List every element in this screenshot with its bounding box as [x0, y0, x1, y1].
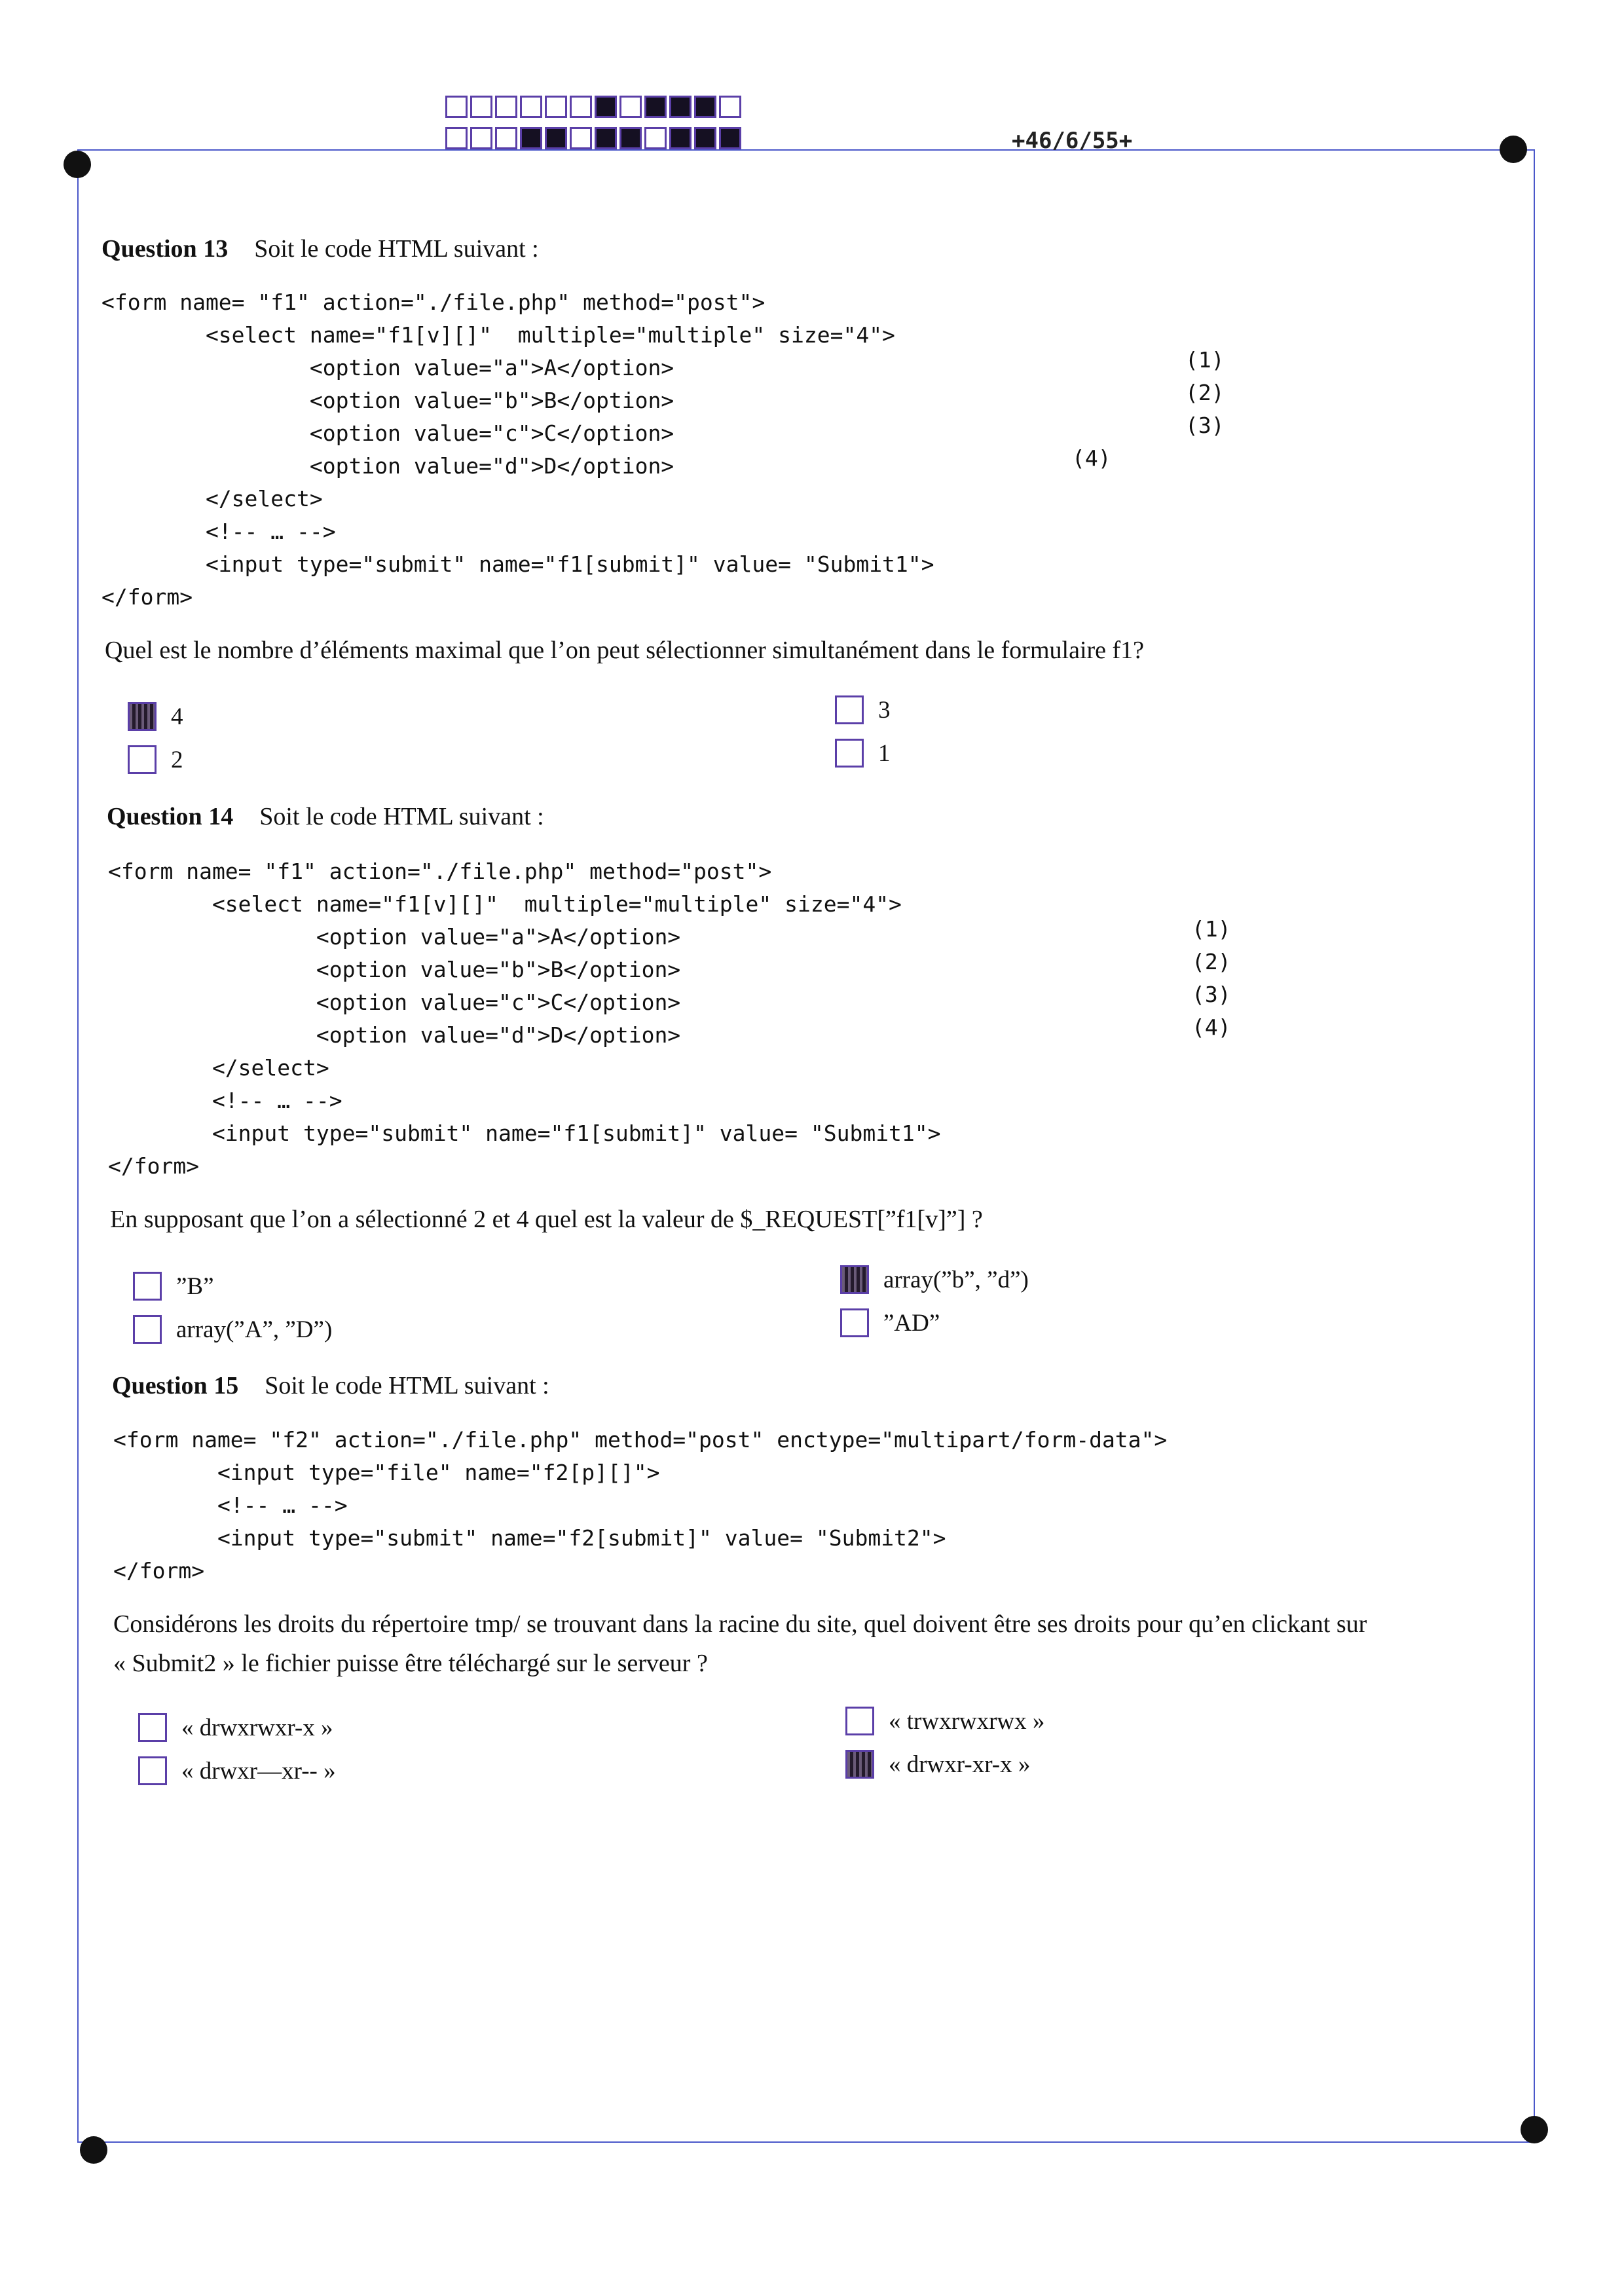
barcode-cell — [694, 127, 716, 149]
choice-label: 1 — [878, 739, 891, 767]
barcode-cell — [445, 96, 468, 118]
barcode-cell — [445, 127, 468, 149]
checkbox[interactable] — [845, 1707, 874, 1735]
checkbox[interactable] — [845, 1750, 874, 1779]
q13-heading — [101, 234, 539, 263]
q14-mark-3: (3) — [1192, 982, 1231, 1007]
registration-dot-top-right — [1500, 136, 1527, 163]
q15-choice-3[interactable] — [138, 1756, 336, 1785]
checkbox[interactable] — [840, 1265, 869, 1294]
q14-intro: Soit le code HTML suivant : — [259, 803, 544, 830]
checkbox[interactable] — [138, 1756, 167, 1785]
barcode-cell — [719, 96, 741, 118]
barcode-cell — [545, 127, 567, 149]
q15-prompt-line-2: « Submit2 » le fichier puisse être téléchargé sur le serveur ? — [113, 1650, 708, 1677]
barcode-cell — [570, 96, 592, 118]
q13-mark-3: (3) — [1185, 413, 1225, 438]
q15-choice-1[interactable] — [138, 1713, 333, 1742]
choice-label: 2 — [171, 746, 183, 773]
registration-dot-bottom-left — [80, 2136, 107, 2164]
barcode-cell — [520, 127, 542, 149]
checkbox[interactable] — [128, 745, 157, 774]
q14-mark-2: (2) — [1192, 949, 1231, 974]
choice-label: « drwxrwxr-x » — [181, 1714, 333, 1741]
q15-choice-2[interactable] — [845, 1707, 1044, 1735]
barcode-cell — [644, 127, 667, 149]
barcode-cell — [470, 127, 492, 149]
q13-choice-4[interactable] — [835, 739, 891, 768]
barcode-cell — [495, 127, 517, 149]
barcode-cell — [644, 96, 667, 118]
q14-prompt: En supposant que l’on a sélectionné 2 et 4 quel est la valeur de $_REQUEST[”f1[v]”] ? — [110, 1206, 983, 1233]
barcode-cell — [595, 127, 617, 149]
page-id: +46/6/55+ — [1012, 128, 1133, 154]
q14-code: <form name= "f1" action="./file.php" method="post"> <select name="f1[v][]" multiple="multiple" size="4"> <option value="a">A</option> <option value="b">B</option> <option value="c">C</option> <option value="d">D</option> </select> <!-- … --> <input type="submit" name="f1[submit]" value= "Submit1"> </form> — [108, 859, 941, 1179]
q13-code: <form name= "f1" action="./file.php" method="post"> <select name="f1[v][]" multiple="multiple" size="4"> <option value="a">A</option> <option value="b">B</option> <option value="c">C</option> <option value="d">D</option> </select> <!-- … --> <input type="submit" name="f1[submit]" value= "Submit1"> </form> — [101, 289, 934, 610]
choice-label: « drwxr-xr-x » — [889, 1750, 1031, 1778]
q13-choice-3[interactable] — [128, 745, 183, 774]
registration-dot-top-left — [64, 151, 91, 178]
q14-number: Question 14 — [107, 803, 234, 830]
q14-mark-1: (1) — [1192, 916, 1231, 942]
checkbox[interactable] — [133, 1272, 162, 1301]
barcode-cell — [669, 96, 692, 118]
q13-prompt: Quel est le nombre d’éléments maximal que l’on peut sélectionner simultanément dans le formulaire f1? — [105, 637, 1145, 664]
q15-code: <form name= "f2" action="./file.php" method="post" enctype="multipart/form-data"> <input type="file" name="f2[p][]"> <!-- … --> <input type="submit" name="f2[submit]" value= "Submit2"> </form> — [113, 1427, 1168, 1583]
q14-choice-2[interactable] — [840, 1265, 1029, 1294]
barcode-cell — [669, 127, 692, 149]
q13-intro: Soit le code HTML suivant : — [254, 235, 539, 263]
checkbox[interactable] — [835, 695, 864, 724]
barcode-cell — [694, 96, 716, 118]
barcode-cell — [470, 96, 492, 118]
barcode-cell — [545, 96, 567, 118]
registration-dot-bottom-right — [1521, 2116, 1548, 2143]
barcode-row-1 — [445, 96, 741, 118]
barcode-cell — [719, 127, 741, 149]
barcode-cell — [619, 96, 642, 118]
choice-label: array(”b”, ”d”) — [883, 1266, 1029, 1293]
barcode-row-2 — [445, 127, 741, 149]
choice-label: ”B” — [176, 1272, 214, 1300]
checkbox[interactable] — [133, 1315, 162, 1344]
barcode-cell — [520, 96, 542, 118]
q15-number: Question 15 — [112, 1372, 239, 1399]
barcode-cell — [570, 127, 592, 149]
q15-intro: Soit le code HTML suivant : — [265, 1372, 549, 1399]
q13-choice-1[interactable] — [128, 702, 183, 731]
q13-mark-4: (4) — [1072, 445, 1111, 471]
barcode-cell — [595, 96, 617, 118]
q13-mark-1: (1) — [1185, 347, 1225, 373]
checkbox[interactable] — [128, 702, 157, 731]
q13-mark-2: (2) — [1185, 380, 1225, 405]
choice-label: ”AD” — [883, 1309, 940, 1337]
q15-choice-4[interactable] — [845, 1750, 1030, 1779]
choice-label: 3 — [878, 696, 891, 724]
q15-prompt-line-1: Considérons les droits du répertoire tmp/ se trouvant dans la racine du site, quel doivent être ses droits pour qu’en clickant sur — [113, 1610, 1367, 1638]
q14-mark-4: (4) — [1192, 1014, 1231, 1040]
checkbox[interactable] — [835, 739, 864, 768]
q14-heading — [107, 802, 544, 831]
barcode-cell — [619, 127, 642, 149]
q13-choice-2[interactable] — [835, 695, 891, 724]
choice-label: 4 — [171, 703, 183, 730]
choice-label: « trwxrwxrwx » — [889, 1707, 1045, 1735]
barcode-cell — [495, 96, 517, 118]
choice-label: array(”A”, ”D”) — [176, 1316, 333, 1343]
checkbox[interactable] — [840, 1308, 869, 1337]
q13-number: Question 13 — [101, 235, 229, 263]
q14-choice-4[interactable] — [840, 1308, 940, 1337]
checkbox[interactable] — [138, 1713, 167, 1742]
q14-choice-1[interactable] — [133, 1272, 214, 1301]
q14-choice-3[interactable] — [133, 1315, 332, 1344]
choice-label: « drwxr—xr-- » — [181, 1757, 336, 1785]
q15-heading — [112, 1371, 549, 1400]
